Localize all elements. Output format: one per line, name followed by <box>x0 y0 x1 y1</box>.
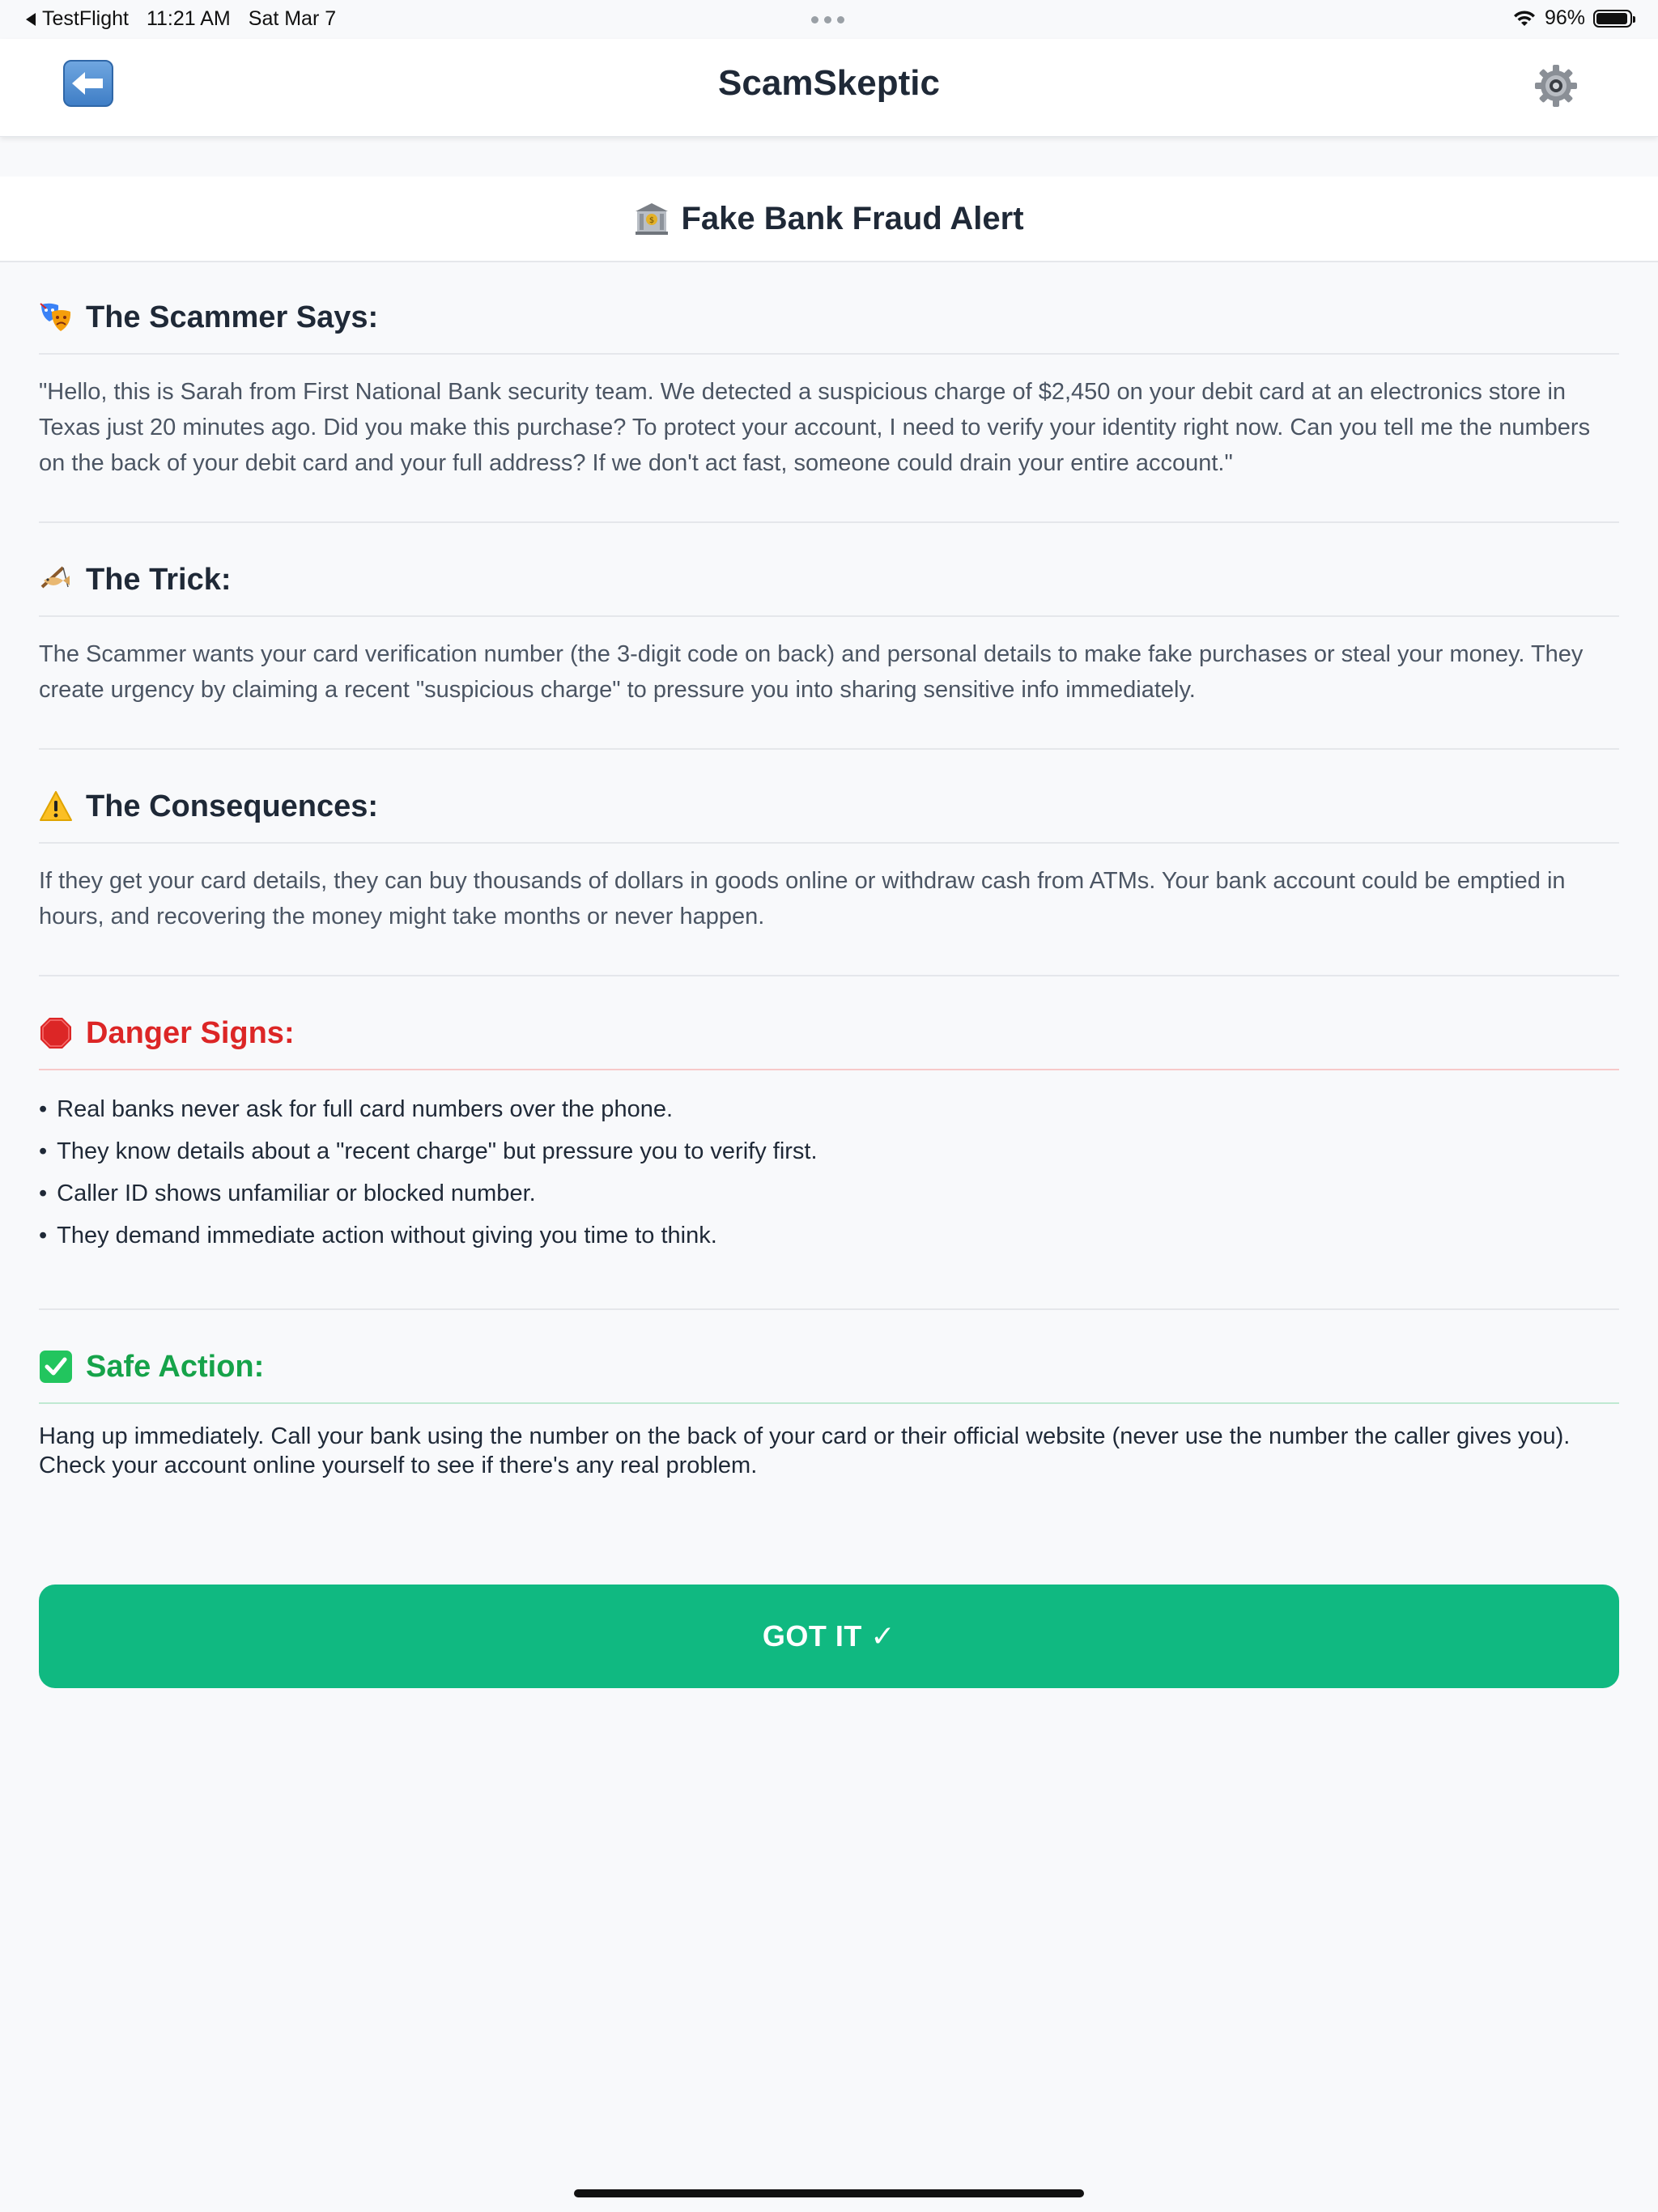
stop-sign-icon <box>39 1016 73 1050</box>
masks-icon <box>39 300 73 334</box>
battery-icon <box>1593 10 1632 28</box>
got-it-button[interactable]: GOT IT ✓ <box>39 1585 1619 1688</box>
fishing-icon <box>39 563 73 597</box>
bank-icon <box>634 202 670 236</box>
section-divider <box>39 615 1619 617</box>
status-date: Sat Mar 7 <box>248 7 337 30</box>
section-header <box>39 523 1619 599</box>
section-danger-signs <box>39 976 1619 1310</box>
section-heading: The Scammer Says: <box>86 300 379 334</box>
check-box-icon <box>39 1350 73 1384</box>
gear-icon[interactable] <box>1533 63 1579 108</box>
section-divider <box>39 1402 1619 1404</box>
section-divider <box>39 842 1619 844</box>
section-heading: Safe Action: <box>86 1349 265 1384</box>
list-item: • They know details about a "recent charge" but pressure you to verify first. <box>39 1138 818 1164</box>
section-consequences <box>39 750 1619 976</box>
section-header <box>39 750 1619 826</box>
section-divider <box>39 1069 1619 1070</box>
back-to-app-icon[interactable] <box>26 13 36 26</box>
list-item: • Real banks never ask for full card numbers over the phone. <box>39 1096 674 1122</box>
scenario-title-band <box>0 177 1658 262</box>
section-divider <box>39 353 1619 355</box>
section-header <box>39 1310 1619 1386</box>
multitasking-dots-icon[interactable] <box>811 16 844 23</box>
consequences-text: If they get your card details, they can buy thousands of dollars in goods online or withdraw cash from ATMs. Your bank account could be emptied in hours, and recovering the money might take months or never happen. <box>39 868 1566 929</box>
nav-bar <box>0 39 1658 137</box>
app-title: ScamSkeptic <box>718 63 940 103</box>
home-indicator[interactable] <box>574 2189 1084 2197</box>
svg-text:$: $ <box>649 216 655 225</box>
section-heading: Danger Signs: <box>86 1015 295 1050</box>
status-right <box>1512 6 1632 30</box>
section-heading: The Trick: <box>86 562 232 597</box>
section-header <box>39 976 1619 1053</box>
wifi-icon <box>1512 10 1537 28</box>
list-item: • Caller ID shows unfamiliar or blocked number. <box>39 1180 536 1206</box>
section-trick <box>39 523 1619 750</box>
status-time: 11:21 AM <box>146 7 231 30</box>
back-app-label[interactable]: TestFlight <box>42 7 129 30</box>
status-left[interactable] <box>26 7 336 31</box>
safe-action-text: Hang up immediately. Call your bank using the number on the back of your card or their official website (never use the number the caller gives you). Check your account online yourself to see if there's any real problem. <box>39 1423 1571 1478</box>
battery-percent: 96% <box>1544 6 1585 29</box>
trick-text: The Scammer wants your card verification number (the 3-digit code on back) and personal details to make fake purchases or steal your money. They create urgency by claiming a recent "suspicious charge" to pressure you into sharing sensitive info immediately. <box>39 641 1584 703</box>
section-scammer <box>39 261 1619 523</box>
scammer-quote: "Hello, this is Sarah from First National Bank security team. We detected a suspicious charge of $2,450 on your debit card at an electronics store in Texas just 20 minutes ago. Did you make this purchase? To protect your account, I need to verify your identity right now. Can you tell me the numbers on the back of your debit card and your full address? If we don't act fast, someone could drain your entire account." <box>39 379 1591 476</box>
page-title: Fake Bank Fraud Alert <box>681 200 1024 236</box>
scenario-content <box>39 261 1619 1480</box>
danger-list <box>39 1088 1619 1257</box>
warning-icon <box>39 789 73 823</box>
status-bar <box>0 0 1658 39</box>
section-heading: The Consequences: <box>86 789 379 823</box>
section-header <box>39 261 1619 337</box>
list-item: • They demand immediate action without giving you time to think. <box>39 1223 717 1249</box>
section-safe-action <box>39 1310 1619 1480</box>
